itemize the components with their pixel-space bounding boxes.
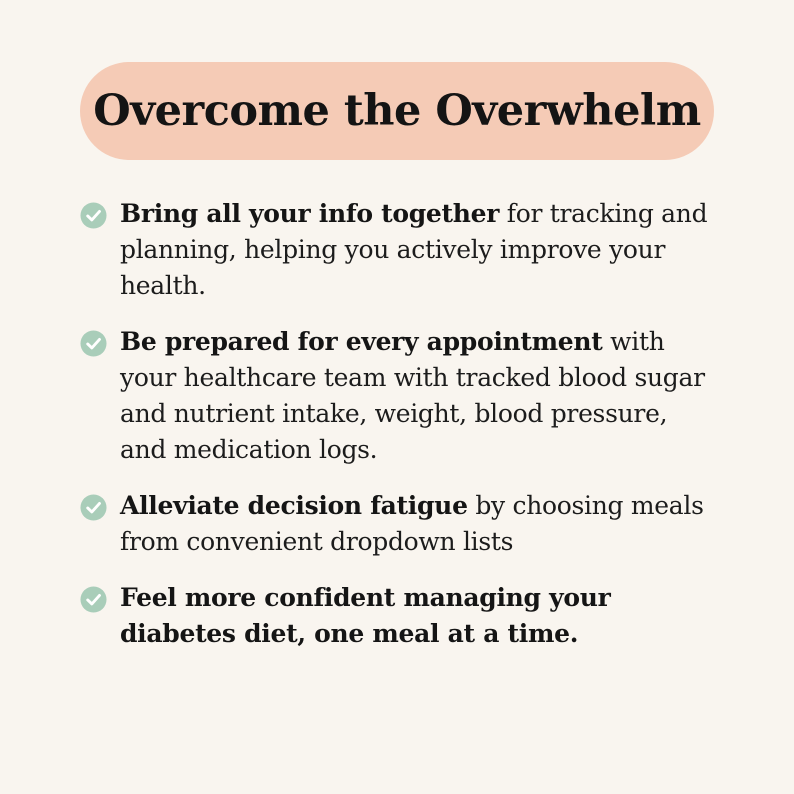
benefit-text (120, 488, 720, 560)
benefit-list (80, 196, 720, 672)
check-circle-icon (80, 586, 107, 613)
check-circle-icon (80, 494, 107, 521)
benefit-item (80, 488, 720, 560)
benefit-description: for tracking and planning, helping you actively improve your health. (120, 199, 708, 300)
page-title: Overcome the Overwhelm (93, 86, 701, 136)
title-banner (80, 62, 714, 160)
benefit-text (120, 196, 720, 304)
benefit-text (120, 580, 720, 652)
check-circle-icon (80, 330, 107, 357)
benefit-highlight: Alleviate decision fatigue (120, 491, 468, 520)
benefit-text (120, 324, 720, 468)
benefit-description: by choosing meals from convenient dropdown lists (120, 491, 704, 556)
benefit-description: with your healthcare team with tracked blood sugar and nutrient intake, weight, blood pressure, and medication logs. (120, 327, 705, 464)
benefit-highlight: Bring all your info together (120, 199, 500, 228)
benefit-item (80, 580, 720, 652)
benefit-highlight: Be prepared for every appointment (120, 327, 603, 356)
benefit-highlight: Feel more confident managing your diabetes diet, one meal at a time. (120, 583, 611, 648)
benefit-item (80, 324, 720, 468)
benefit-item (80, 196, 720, 304)
check-circle-icon (80, 202, 107, 229)
